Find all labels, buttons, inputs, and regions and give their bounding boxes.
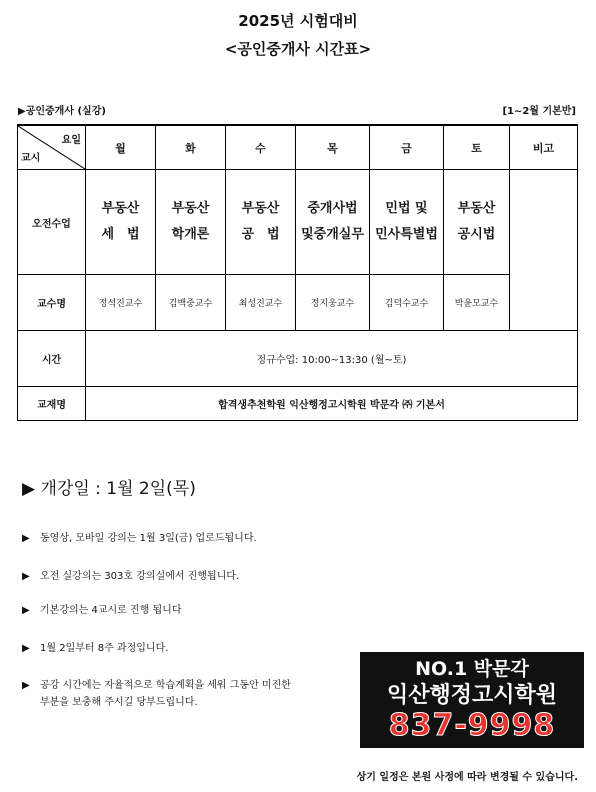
day-header-mon: 월 bbox=[86, 125, 156, 170]
corner-day-label: 요일 bbox=[61, 135, 81, 146]
row-label-morning: 오전수업 bbox=[18, 170, 86, 275]
page-subtitle: <공인중개사 시간표> bbox=[224, 40, 372, 58]
bullet-icon: ▶ bbox=[22, 533, 30, 544]
subject-cell-thu: 중개사법 및중개실무 bbox=[296, 170, 370, 275]
professor-cell-tue: 김백중교수 bbox=[156, 275, 226, 331]
page-title: 2025년 시험대비 bbox=[238, 12, 358, 30]
day-header-wed: 수 bbox=[226, 125, 296, 170]
row-label-professor: 교수명 bbox=[18, 275, 86, 331]
opening-date: ▶ 개강일 : 1월 2일(목) bbox=[22, 479, 196, 499]
textbook-cell: 합격생추천학원 익산행정고시학원 박문각 ㈜ 기본서 bbox=[86, 387, 578, 421]
professor-cell-fri: 김덕수교수 bbox=[370, 275, 444, 331]
remarks-cell bbox=[510, 170, 578, 331]
remarks-header: 비고 bbox=[510, 125, 578, 170]
day-header-fri: 금 bbox=[370, 125, 444, 170]
bullet-icon: ▶ bbox=[22, 571, 30, 582]
professor-cell-thu: 정지웅교수 bbox=[296, 275, 370, 331]
bullet-icon: ▶ bbox=[22, 643, 30, 654]
professor-cell-wed: 최성진교수 bbox=[226, 275, 296, 331]
period-label: [1~2월 기본반] bbox=[502, 106, 576, 117]
subject-cell-wed: 부동산 공 법 bbox=[226, 170, 296, 275]
row-label-time: 시간 bbox=[18, 331, 86, 387]
professor-cell-sat: 박윤모교수 bbox=[444, 275, 510, 331]
corner-period-label: 교시 bbox=[21, 153, 41, 164]
note-item: ▶ 기본강의는 4교시로 진행 됩니다 bbox=[22, 602, 181, 619]
ad-academy-name: 익산행정고시학원 bbox=[386, 683, 558, 708]
time-cell: 정규수업: 10:00~13:30 (월~토) bbox=[86, 331, 578, 387]
footer-notice: 상기 일정은 본원 사정에 따라 변경될 수 있습니다. bbox=[356, 772, 578, 783]
subject-cell-fri: 민법 및 민사특별법 bbox=[370, 170, 444, 275]
header-row bbox=[18, 125, 578, 170]
time-row bbox=[18, 331, 578, 387]
day-header-thu: 목 bbox=[296, 125, 370, 170]
subject-cell-tue: 부동산 학개론 bbox=[156, 170, 226, 275]
ad-brand: NO.1 박문각 bbox=[415, 658, 529, 680]
professor-cell-mon: 정석진교수 bbox=[86, 275, 156, 331]
bullet-icon: ▶ bbox=[22, 680, 30, 691]
course-label: ▶공인중개사 (실강) bbox=[18, 106, 106, 117]
professor-row bbox=[18, 275, 578, 331]
textbook-row bbox=[18, 387, 578, 421]
subject-cell-mon: 부동산 세 법 bbox=[86, 170, 156, 275]
day-header-sat: 토 bbox=[444, 125, 510, 170]
subject-cell-sat: 부동산 공시법 bbox=[444, 170, 510, 275]
ad-phone: 837-9998 bbox=[388, 708, 556, 743]
row-label-textbook: 교재명 bbox=[18, 387, 86, 421]
note-item: ▶ 동영상, 모바일 강의는 1월 3일(금) 업로드됩니다. bbox=[22, 530, 257, 547]
academy-ad-banner bbox=[360, 652, 584, 748]
schedule-table bbox=[17, 124, 578, 421]
corner-cell bbox=[18, 125, 86, 170]
note-item: ▶ 오전 실강의는 303호 강의실에서 진행됩니다. bbox=[22, 568, 239, 585]
bullet-icon: ▶ bbox=[22, 605, 30, 616]
note-item: ▶ 공강 시간에는 자율적으로 학습계획을 세워 그동안 미진한 부분을 보충해 주시길 당부드립니다. bbox=[22, 677, 291, 711]
subject-row bbox=[18, 170, 578, 275]
note-item: ▶ 1월 2일부터 8주 과정입니다. bbox=[22, 640, 168, 657]
day-header-tue: 화 bbox=[156, 125, 226, 170]
